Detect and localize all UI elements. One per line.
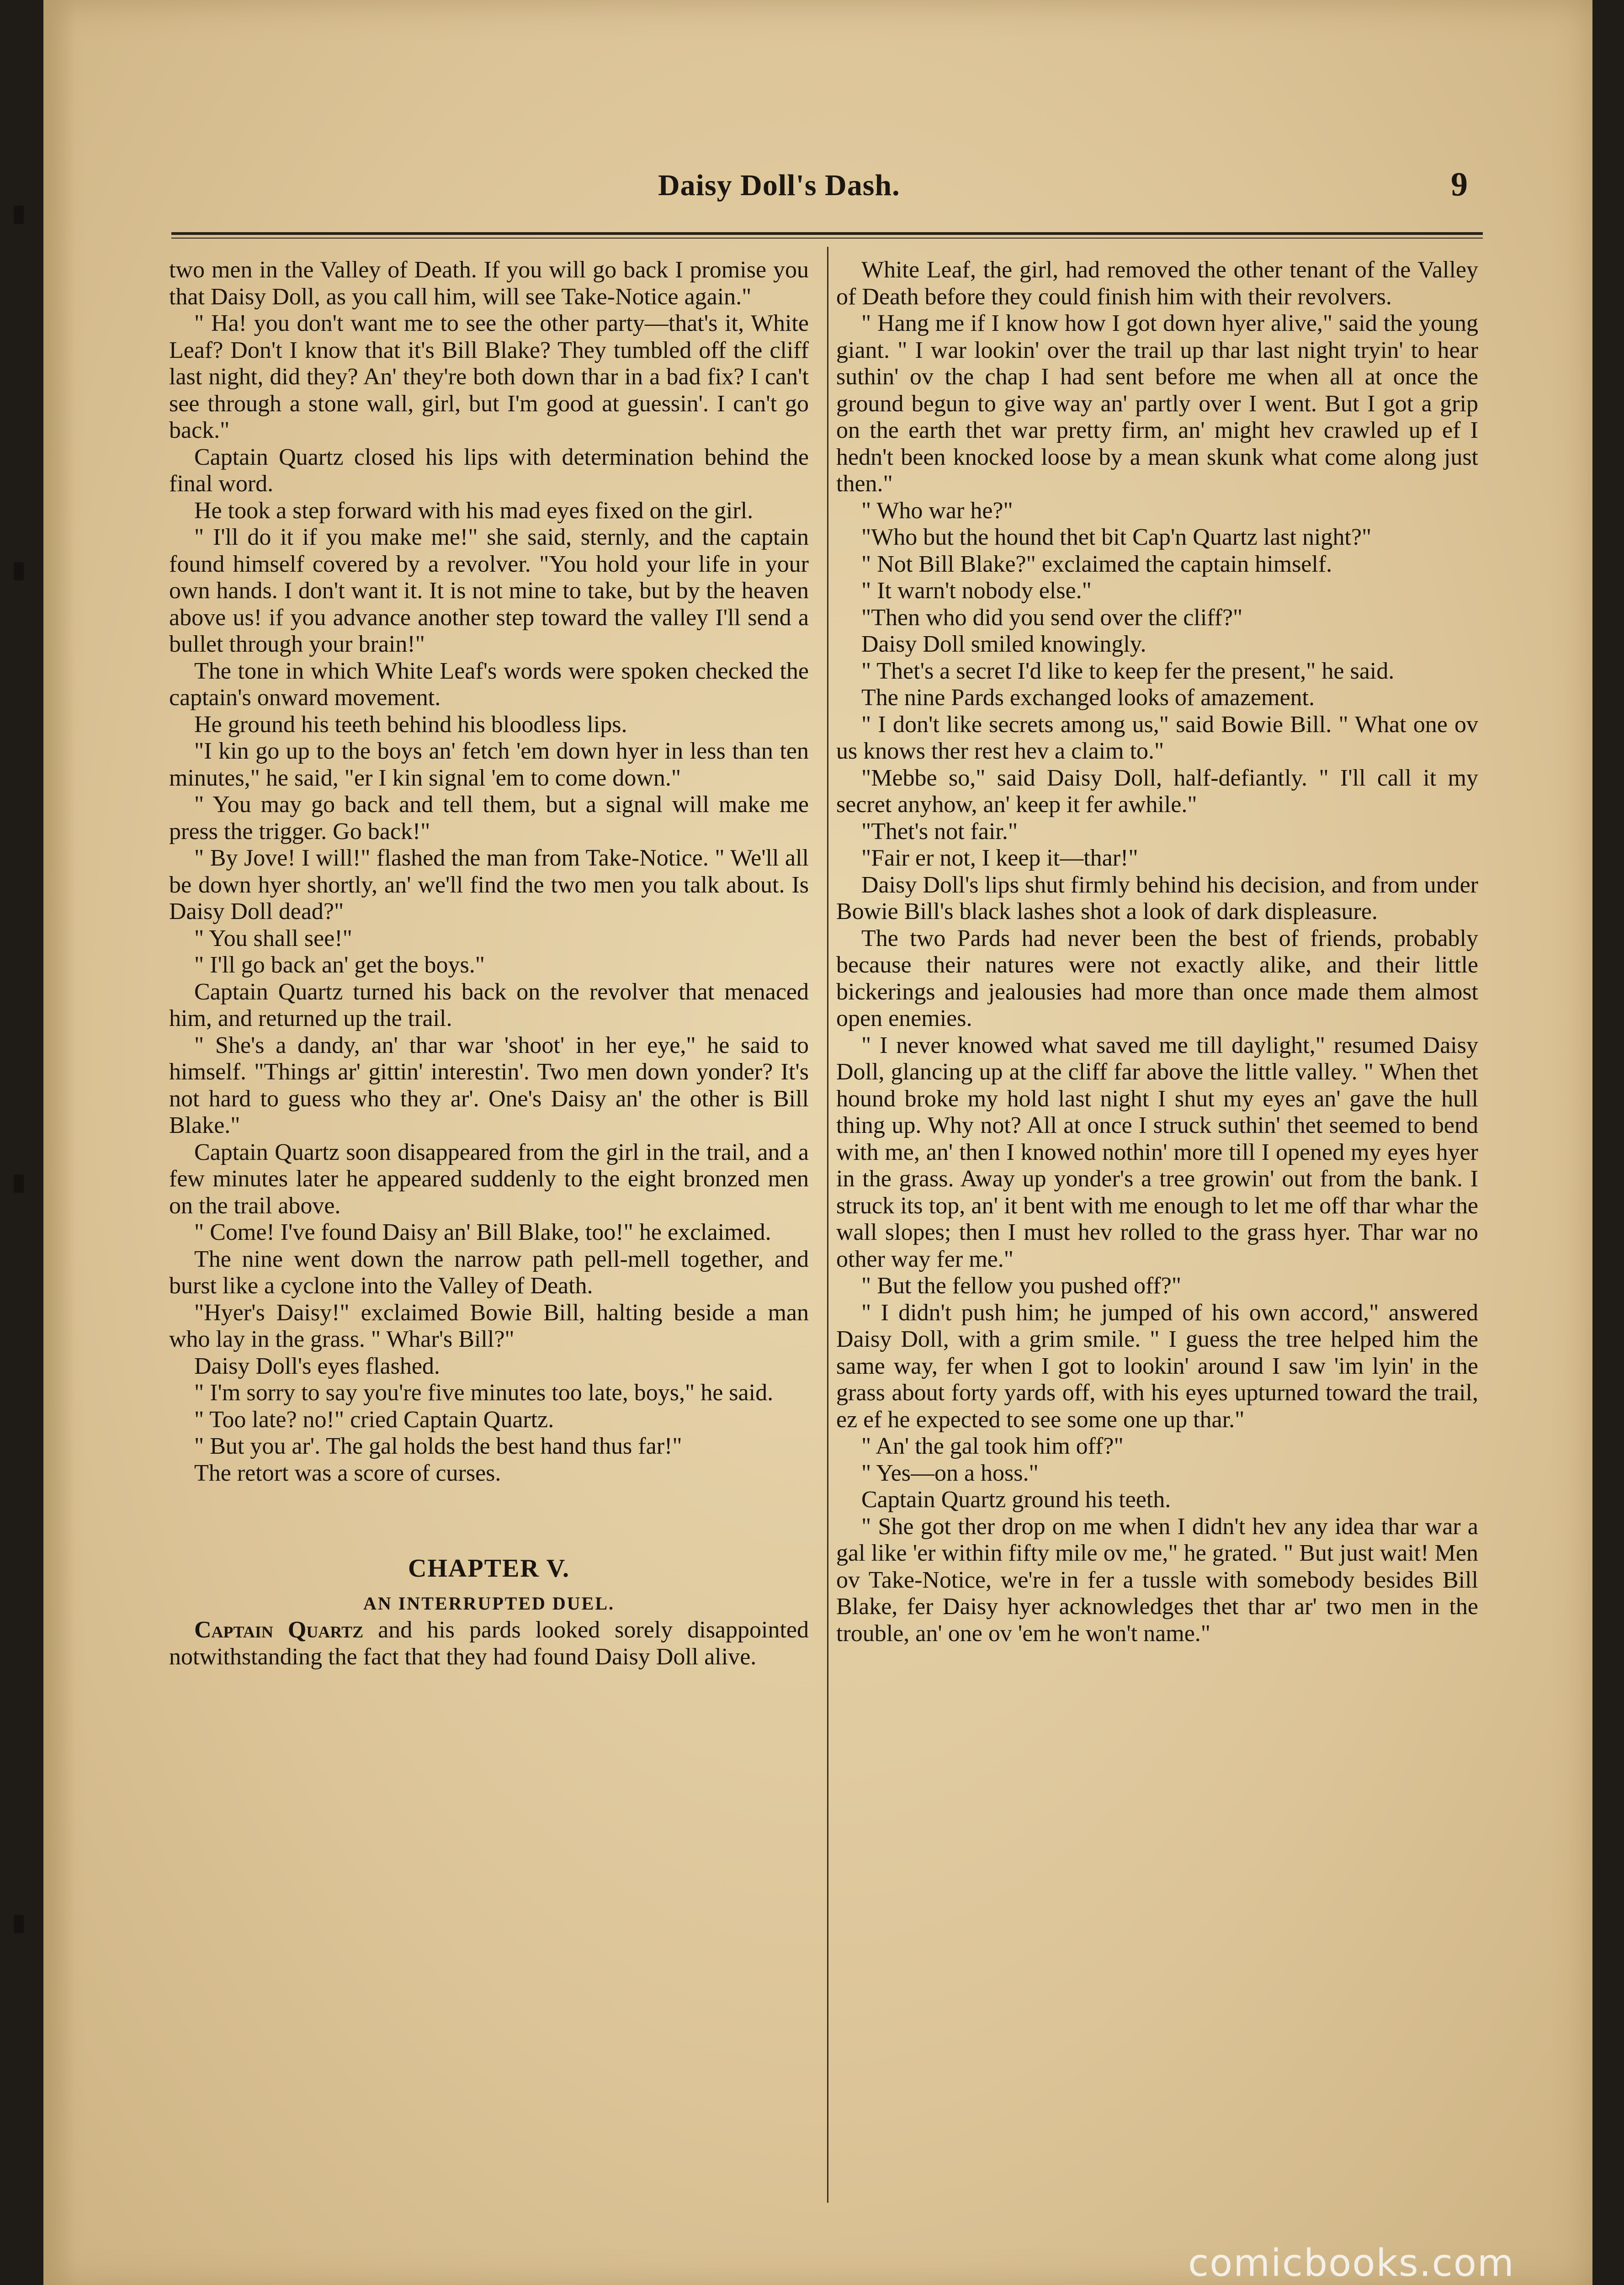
binding-thread-mark — [14, 206, 24, 224]
paragraph: He ground his teeth behind his bloodless lips. — [194, 711, 627, 738]
paragraph: "Thet's not fair." — [861, 818, 1018, 845]
chapter-opening-paragraph — [169, 1617, 809, 1670]
site-watermark: comicbooks.com — [1188, 2242, 1515, 2285]
paragraph: " Ha! you don't want me to see the other party—that's it, White Leaf? Don't I know that it's Bill Blake? They tumbled off the cliff last night, did they? An' they're both down thar in a bad fix? I can't see through a stone wall, girl, but I'm good at guessin'. I can't go back." — [169, 310, 809, 443]
paragraph: "Mebbe so," said Daisy Doll, half-defiantly. " I'll call it my secret anyhow, an' keep it fer awhile." — [836, 765, 1478, 818]
paragraph: The tone in which White Leaf's words were spoken checked the captain's onward movement. — [169, 658, 809, 711]
left-column — [169, 257, 809, 1670]
chapter-subtitle: AN INTERRUPTED DUEL. — [363, 1593, 615, 1614]
page-binding-shadow — [43, 0, 75, 2285]
paragraph: Daisy Doll's lips shut firmly behind his decision, and from under Bowie Bill's black lashes shot a look of dark displeasure. — [836, 871, 1478, 925]
paragraph: " She got ther drop on me when I didn't hev any idea thar war a gal like 'er within fifty mile ov me," he grated. " But just wait! Men ov Take-Notice, we're in fer a tussle with somebody besides Bill Blake, fer Daisy hyer acknowledges thet thar ar' two men in the trouble, an' one ov 'em he won't name." — [836, 1513, 1478, 1647]
paragraph: "Then who did you send over the cliff?" — [861, 604, 1243, 631]
paragraph: " I never knowed what saved me till daylight," resumed Daisy Doll, glancing up at the cliff far above the little valley. " When thet hound broke my hold last night I shut my eyes an' gave the hull thing up. Why not? All at once I struck suthin' thet seemed to bend with me, an' then I knowed nothin' more till I opened my eyes hyer in the grass. Away up yonder's a tree growin' out from the bank. I struck its top, an' it bent with me enough to let me off thar whar the wall slopes; then I must hev rolled to the grass hyer. Thar war no other way fer me." — [836, 1032, 1478, 1272]
paragraph: He took a step forward with his mad eyes fixed on the girl. — [194, 497, 754, 524]
paragraph: " I'll do it if you make me!" she said, sternly, and the captain found himself covered by a revolver. "You hold your life in your own hands. I don't want it. It is not mine to take, but by the heaven above us! if you advance another step toward the valley I'll send a bullet through your brain!" — [169, 524, 809, 657]
paragraph: The nine Pards exchanged looks of amazement. — [861, 685, 1315, 711]
chapter-lead-smallcaps: Captain Quartz — [194, 1617, 364, 1643]
paragraph: White Leaf, the girl, had removed the other tenant of the Valley of Death before they could finish him with their revolvers. — [836, 257, 1478, 310]
paragraph: " I didn't push him; he jumped of his own accord," answered Daisy Doll, with a grim smile. " I guess the tree helped him the same way, fer when I got to lookin' around I saw 'im lyin' in the grass about forty yards off, with his eyes upturned toward the trail, ez ef he expected to see some one up thar." — [836, 1299, 1478, 1433]
paragraph: " Who war he?" — [861, 497, 1013, 524]
column-divider — [827, 247, 828, 2203]
paragraph: "Who but the hound thet bit Cap'n Quartz last night?" — [861, 524, 1372, 550]
paragraph: "Hyer's Daisy!" exclaimed Bowie Bill, halting beside a man who lay in the grass. " Whar's Bill?" — [169, 1299, 809, 1352]
paragraph: " It warn't nobody else." — [861, 578, 1092, 604]
paragraph: " An' the gal took him off?" — [861, 1433, 1124, 1459]
chapter-lead-text: and his pards looked sorely disappointed notwithstanding the fact that they had found Daisy Doll alive. — [169, 1617, 809, 1670]
paragraph: " Thet's a secret I'd like to keep fer the present," he said. — [861, 658, 1395, 684]
paragraph: " You may go back and tell them, but a signal will make me press the trigger. Go back!" — [169, 792, 809, 845]
running-header-title: Daisy Doll's Dash. — [658, 169, 900, 202]
paragraph: " By Jove! I will!" flashed the man from Take-Notice. " We'll all be down hyer shortly, an' we'll find the two men you talk about. Is Daisy Doll dead?" — [169, 845, 809, 925]
paragraph: " I'm sorry to say you're five minutes too late, boys," he said. — [194, 1380, 774, 1406]
paragraph: " Too late? no!" cried Captain Quartz. — [194, 1406, 554, 1433]
paragraph: " Yes—on a hoss." — [861, 1460, 1039, 1486]
paragraph: " She's a dandy, an' thar war 'shoot' in her eye," he said to himself. "Things ar' gittin' interestin'. Two men down yonder? It's not hard to guess who they ar'. One's Daisy an' the other is Bill Blake." — [169, 1032, 809, 1138]
paragraph: The two Pards had never been the best of friends, probably because their natures were not exactly alike, and their little bickerings and jealousies had more than once made them almost open enemies. — [836, 925, 1478, 1031]
header-rule — [171, 232, 1483, 235]
paragraph: Captain Quartz ground his teeth. — [861, 1487, 1171, 1513]
paragraph: "Fair er not, I keep it—thar!" — [861, 845, 1138, 871]
paragraph: "I kin go up to the boys an' fetch 'em down hyer in less than ten minutes," he said, "er I kin signal 'em to come down." — [169, 738, 809, 791]
page-number: 9 — [1451, 166, 1468, 203]
binding-thread-mark — [14, 1174, 24, 1193]
paragraph: Captain Quartz turned his back on the revolver that menaced him, and returned up the trail. — [169, 978, 809, 1031]
binding-thread-mark — [14, 1915, 24, 1933]
paragraph: The nine went down the narrow path pell-mell together, and burst like a cyclone into the Valley of Death. — [169, 1246, 809, 1299]
paragraph: Captain Quartz closed his lips with determination behind the final word. — [169, 444, 809, 497]
paragraph: " Come! I've found Daisy an' Bill Blake, too!" he exclaimed. — [194, 1219, 771, 1245]
paragraph: The retort was a score of curses. — [194, 1460, 501, 1486]
chapter-heading: CHAPTER V. — [408, 1554, 570, 1583]
header-rule-thin — [171, 238, 1483, 239]
paragraph: Daisy Doll smiled knowingly. — [861, 631, 1146, 657]
paragraph: " Hang me if I know how I got down hyer alive," said the young giant. " I war lookin' over the trail up thar last night tryin' to hear suthin' ov the chap I had sent before me when all at once the ground begun to give way an' partly over I went. But I got a grip on the earth thet war pretty firm, an' might hev crawled up ef I hedn't been knocked loose by a mean skunk what come along just then." — [836, 310, 1478, 497]
paragraph: " But the fellow you pushed off?" — [861, 1273, 1182, 1299]
paragraph: two men in the Valley of Death. If you will go back I promise you that Daisy Doll, as you call him, will see Take-Notice again." — [169, 257, 809, 310]
paragraph: " You shall see!" — [194, 925, 352, 951]
binding-thread-mark — [14, 562, 24, 580]
paragraph: Daisy Doll's eyes flashed. — [194, 1353, 440, 1379]
paragraph: " I don't like secrets among us," said Bowie Bill. " What one ov us knows ther rest hev a claim to." — [836, 711, 1478, 764]
paragraph: " I'll go back an' get the boys." — [194, 952, 485, 978]
paragraph: Captain Quartz soon disappeared from the girl in the trail, and a few minutes later he appeared suddenly to the eight bronzed men on the trail above. — [169, 1139, 809, 1219]
right-column — [836, 257, 1478, 1647]
paragraph: " But you ar'. The gal holds the best hand thus far!" — [194, 1433, 682, 1459]
paragraph: " Not Bill Blake?" exclaimed the captain himself. — [861, 551, 1332, 577]
